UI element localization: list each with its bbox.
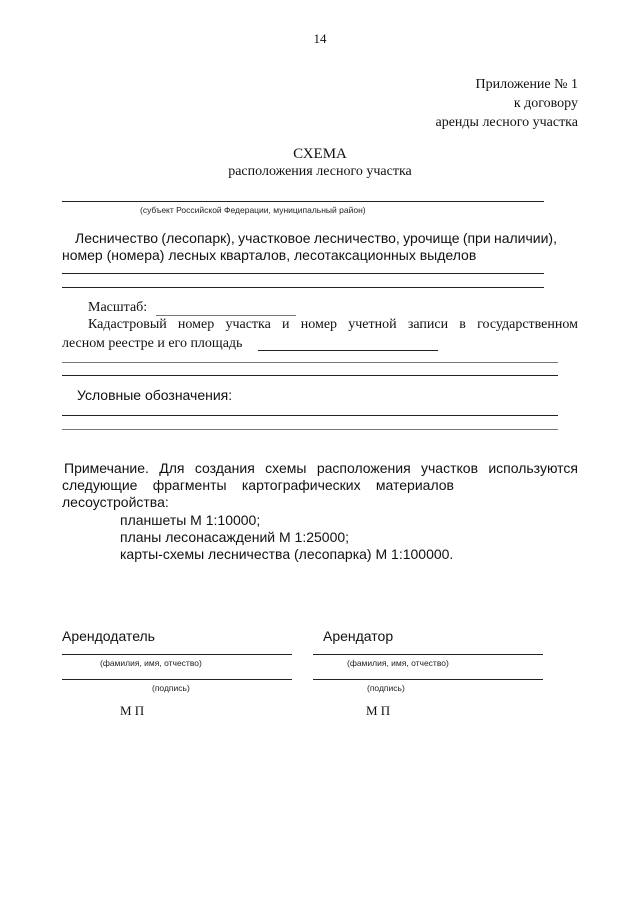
- note-word: следующие: [62, 477, 138, 493]
- note-word: схемы: [265, 460, 307, 476]
- note-word: фрагменты: [152, 477, 227, 493]
- forestry-line-1: [75, 230, 557, 246]
- forestry-line-2: номер (номера) лесных кварталов, лесотаксационных выделов: [62, 247, 477, 263]
- subject-underline: [62, 201, 544, 202]
- cadastral-word: и: [282, 317, 290, 332]
- legend-underline-1: [62, 415, 558, 416]
- note-word: Для: [159, 460, 185, 476]
- lessee-label: Арендатор: [323, 628, 394, 644]
- appendix-number: Приложение № 1: [475, 77, 578, 92]
- note-item-maps: карты-схемы лесничества (лесопарка) М 1:100000.: [120, 546, 454, 562]
- forestry-underline-1: [62, 273, 544, 274]
- note-line-3: лесоустройства:: [62, 494, 169, 510]
- note-word: используются: [488, 460, 578, 476]
- document-subtitle: расположения лесного участка: [228, 164, 412, 179]
- cadastral-word: учетной: [348, 317, 397, 332]
- forestry-word: урочище: [403, 230, 460, 246]
- legend-underline-2: [62, 429, 558, 430]
- note-item-plans: планы лесонасаждений М 1:25000;: [120, 529, 350, 545]
- forestry-word: (лесопарк),: [161, 230, 235, 246]
- lessor-sign-field: [62, 679, 292, 680]
- cadastral-word: Кадастровый: [88, 317, 167, 332]
- cadastral-word: в: [459, 317, 466, 332]
- page-number: 14: [313, 31, 327, 46]
- lessor-sign-caption: (подпись): [152, 683, 190, 693]
- forestry-underline-2: [62, 287, 544, 288]
- lessee-stamp: М П: [366, 703, 391, 718]
- note-word: создания: [194, 460, 255, 476]
- forestry-word: лесничество,: [313, 230, 400, 246]
- legend-label: Условные обозначения:: [77, 387, 233, 403]
- note-word: участков: [421, 460, 479, 476]
- lessor-fio-caption: (фамилия, имя, отчество): [100, 658, 202, 668]
- note-item-tablets: планшеты М 1:10000;: [120, 512, 261, 528]
- note-word: материалов: [375, 477, 454, 493]
- forestry-word: участковое: [238, 230, 311, 246]
- cadastral-underline-2: [62, 375, 558, 376]
- appendix-lease: аренды лесного участка: [435, 115, 578, 130]
- cadastral-underline-1: [62, 362, 558, 363]
- lessee-sign-field: [313, 679, 543, 680]
- lessor-label: Арендодатель: [62, 628, 155, 644]
- forestry-word: наличии),: [493, 230, 557, 246]
- scale-label: Масштаб:: [88, 300, 148, 315]
- cadastral-word: записи: [407, 317, 449, 332]
- note-word: расположения: [316, 460, 411, 476]
- cadastral-word: участка: [225, 317, 271, 332]
- subject-caption: (субъект Российской Федерации, муниципальный район): [140, 205, 366, 215]
- cadastral-line-2: лесном реестре и его площадь: [62, 336, 243, 351]
- cadastral-line-1: [88, 317, 578, 333]
- appendix-contract: к договору: [513, 96, 578, 111]
- lessee-sign-caption: (подпись): [367, 683, 405, 693]
- note-line-1: [64, 460, 578, 476]
- lessor-stamp: М П: [120, 703, 145, 718]
- forestry-word: (при: [462, 230, 491, 246]
- cadastral-word: государственном: [477, 317, 578, 332]
- lessee-name-field: [313, 654, 543, 655]
- note-word: Примечание.: [64, 460, 149, 476]
- scale-field: [156, 315, 296, 316]
- forestry-word: Лесничество: [75, 230, 159, 246]
- note-word: картографических: [241, 477, 361, 493]
- cadastral-word: номер: [300, 317, 338, 332]
- area-field: [258, 350, 438, 351]
- lessor-name-field: [62, 654, 292, 655]
- document-title: СХЕМА: [293, 146, 347, 162]
- note-line-2: [62, 477, 454, 493]
- lessee-fio-caption: (фамилия, имя, отчество): [347, 658, 449, 668]
- cadastral-word: номер: [177, 317, 215, 332]
